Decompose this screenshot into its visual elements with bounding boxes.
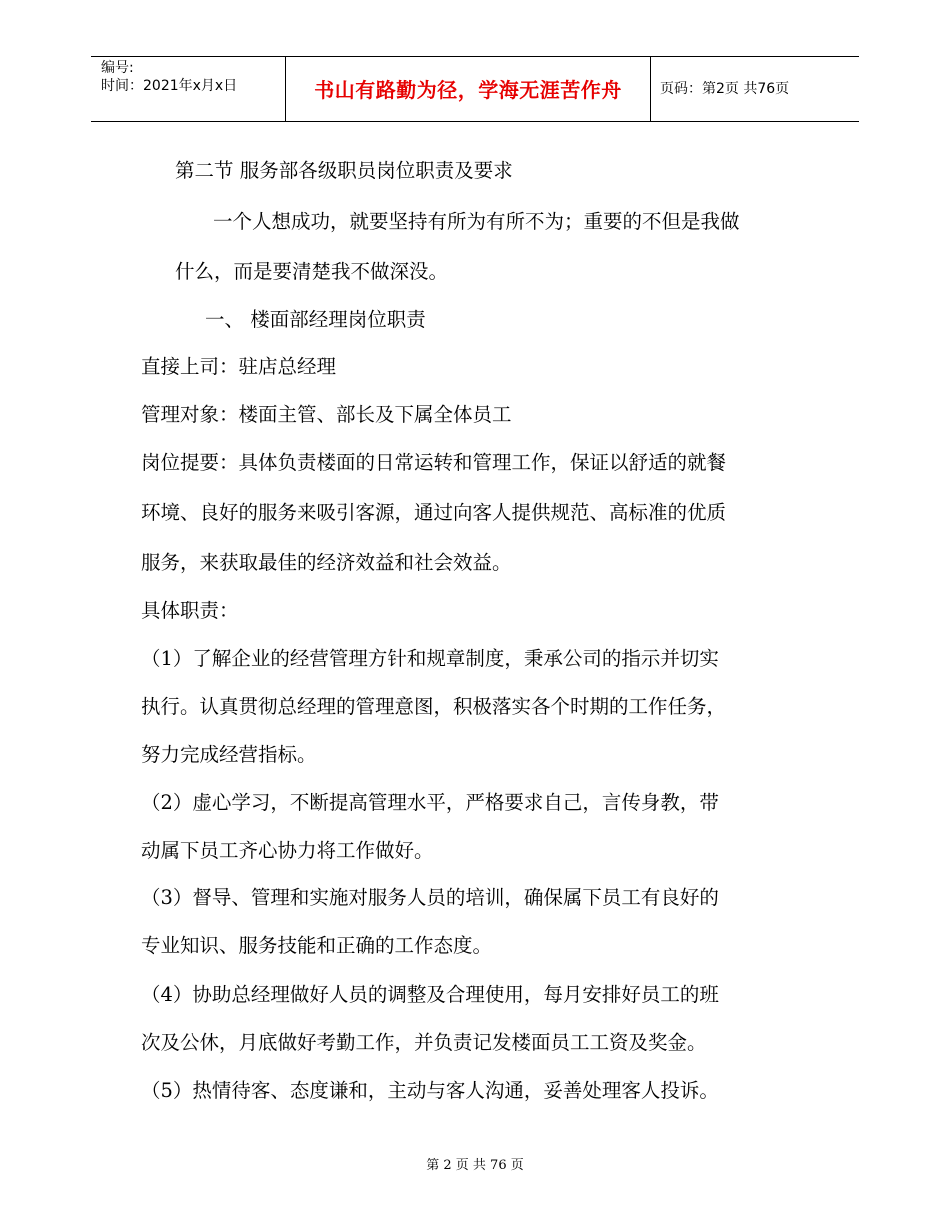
duties-label: 具体职责：	[141, 599, 239, 622]
footer-page-number: 第 2 页 共 76 页	[426, 1158, 524, 1173]
header-code-label: 编号:	[101, 60, 134, 76]
summary-line-1: 岗位提要：具体负责楼面的日常运转和管理工作，保证以舒适的就餐	[141, 451, 727, 474]
direct-supervisor: 直接上司：驻店总经理	[141, 355, 337, 378]
intro-line-2: 什么，而是要清楚我不做深没。	[175, 260, 449, 283]
duty-3-line-1: （3）督导、管理和实施对服务人员的培训，确保属下员工有良好的	[141, 886, 719, 909]
duty-1-line-3: 努力完成经营指标。	[141, 743, 317, 766]
header-top-rule	[91, 56, 859, 57]
duty-3-line-2: 专业知识、服务技能和正确的工作态度。	[141, 934, 493, 957]
duty-1-line-2: 执行。认真贯彻总经理的管理意图，积极落实各个时期的工作任务，	[141, 695, 727, 718]
managed-objects: 管理对象：楼面主管、部长及下属全体员工	[141, 403, 512, 426]
duty-2-line-2: 动属下员工齐心协力将工作做好。	[141, 839, 434, 862]
section-title: 第二节 服务部各级职员岗位职责及要求	[175, 159, 513, 182]
duty-2-line-1: （2）虚心学习，不断提高管理水平，严格要求自己，言传身教，带	[141, 791, 719, 814]
header-divider-right	[650, 56, 651, 122]
header-time-label: 时间：2021年x月x日	[101, 78, 238, 94]
header-motto: 书山有路勤为径，学海无涯苦作舟	[314, 78, 622, 102]
header-bottom-rule	[91, 121, 859, 122]
duty-5-line-1: （5）热情待客、态度谦和，主动与客人沟通，妥善处理客人投诉。	[141, 1079, 719, 1102]
header-page-info: 页码：第2页 共76页	[660, 81, 790, 97]
heading-floor-manager-duties: 一、 楼面部经理岗位职责	[205, 308, 426, 331]
duty-4-line-1: （4）协助总经理做好人员的调整及合理使用，每月安排好员工的班	[141, 983, 719, 1006]
summary-line-2: 环境、良好的服务来吸引客源，通过向客人提供规范、高标准的优质	[141, 501, 727, 524]
duty-1-line-1: （1）了解企业的经营管理方针和规章制度，秉承公司的指示并切实	[141, 647, 719, 670]
summary-line-3: 服务，来获取最佳的经济效益和社会效益。	[141, 551, 512, 574]
duty-4-line-2: 次及公休，月底做好考勤工作，并负责记发楼面员工工资及奖金。	[141, 1031, 707, 1054]
intro-line-1: 一个人想成功，就要坚持有所为有所不为；重要的不但是我做	[213, 210, 740, 233]
